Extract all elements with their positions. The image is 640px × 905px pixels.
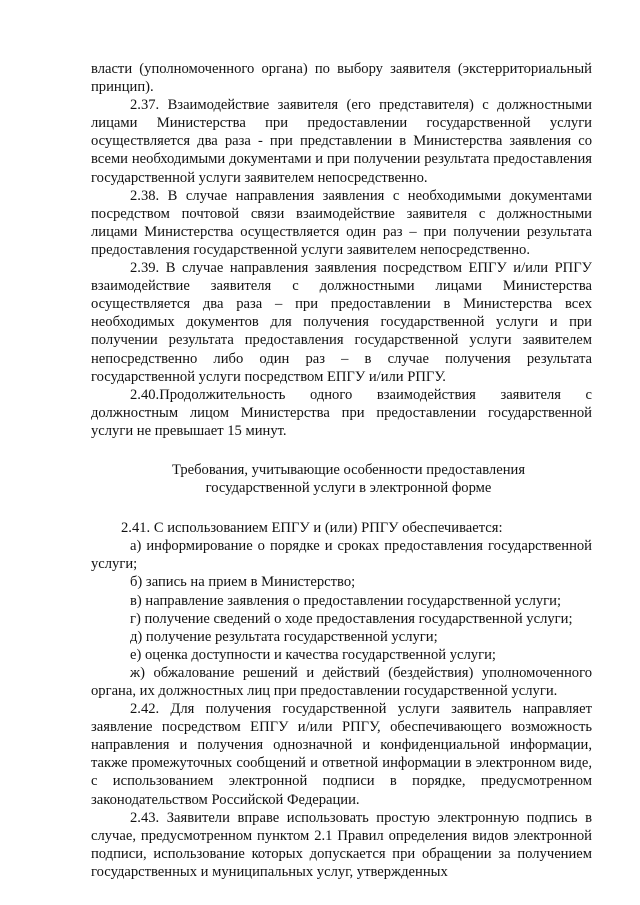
list-item-b: б) запись на прием в Министерство;	[130, 574, 356, 591]
paragraph-2-37: 2.37. Взаимодействие заявителя (его представителя) с должностными лицами Министерства при предоставлении государственной услуги осуществляется два раза - при представлении в Министерства заявления со всеми необходимыми документами и при получении результата предоставления государственной услуги заявителем непосредственно.	[91, 97, 592, 186]
list-item-d: д) получение результата государственной услуги;	[130, 628, 438, 645]
section-heading-line-2: государственной услуги в электронной форме	[205, 480, 492, 497]
list-item-a: а) информирование о порядке и сроках предоставления государственной услуги;	[91, 538, 592, 573]
paragraph-2-39: 2.39. В случае направления заявления посредством ЕПГУ и/или РПГУ взаимодействие заявителя с должностными лицами Министерства осуществляется два раза – при предоставлении в Министерства всех необходимых документов для получения государственной услуги и при получении результата предоставления государственной услуги заявителем непосредственно либо один раз – в случае получения результата государственной услуги посредством ЕПГУ и/или РПГУ.	[91, 260, 592, 385]
paragraph-2-43: 2.43. Заявители вправе использовать простую электронную подпись в случае, предусмотренном пунктом 2.1 Правил определения видов электронной подписи, использование которых допускается при обращении за получением государственных и муниципальных услуг, утвержденных	[91, 809, 592, 880]
list-item-zh: ж) обжалование решений и действий (бездействия) уполномоченного органа, их должностных лиц при предоставлении государственной услуги.	[91, 664, 592, 699]
paragraph-2-41: 2.41. С использованием ЕПГУ и (или) РПГУ обеспечивается:	[121, 520, 503, 537]
section-heading	[91, 461, 592, 497]
paragraph-continuation: власти (уполномоченного органа) по выбору заявителя (экстерриториальный принцип).	[91, 61, 592, 96]
paragraph-2-40: 2.40.Продолжительность одного взаимодействия заявителя с должностным лицом Министерства при предоставлении государственной услуги не превышает 15 минут.	[91, 386, 592, 439]
list-item-v: в) направление заявления о предоставлении государственной услуги;	[130, 592, 562, 609]
paragraph-2-42: 2.42. Для получения государственной услуги заявитель направляет заявление посредством ЕПГУ и/или РПГУ, обеспечивающего возможность направления и получения однозначной и конфиденциальной информации, также промежуточных сообщений и ответной информации в электронном виде, с использованием электронной подписи в порядке, предусмотренном законодательством Российской Федерации.	[91, 701, 592, 808]
paragraph-2-38: 2.38. В случае направления заявления с необходимыми документами посредством почтовой связи взаимодействие заявителя с должностными лицами Министерства осуществляется один раз – при получении результата предоставления государственной услуги заявителем непосредственно.	[91, 187, 592, 258]
section-heading-line-1: Требования, учитывающие особенности предоставления	[171, 461, 526, 478]
list-item-e: е) оценка доступности и качества государственной услуги;	[130, 646, 496, 663]
list-item-g: г) получение сведений о ходе предоставления государственной услуги;	[130, 610, 573, 627]
